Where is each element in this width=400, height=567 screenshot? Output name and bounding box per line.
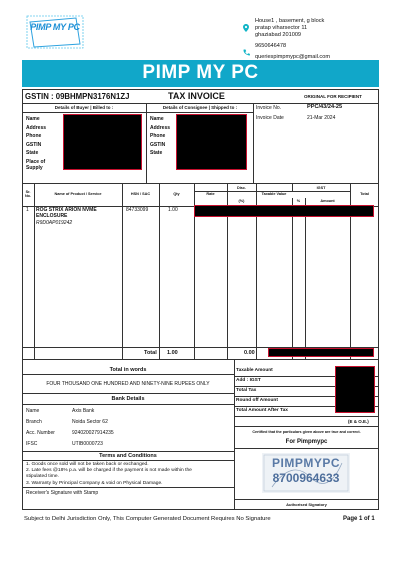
redacted-item-amounts — [194, 205, 374, 217]
col-sr-label-2: No. — [24, 194, 32, 198]
stamp-text-1: PIMPMYPC — [271, 456, 340, 470]
col-sr — [22, 190, 34, 198]
bank-ifsc-label: IFSC — [26, 441, 38, 447]
terms-body — [26, 462, 231, 487]
col-sr-label: Sr. — [25, 190, 31, 194]
copy-label: ORIGINAL FOR RECIPIENT — [304, 94, 362, 99]
invoice-date-value: 21-Mar 2024 — [307, 115, 336, 121]
col-igst-amount: Amount — [320, 199, 335, 203]
buyer-fields — [26, 116, 66, 173]
bank-account-label: Acc. Number — [26, 430, 55, 436]
phone-number: 9650646478 — [255, 43, 287, 49]
footer-note: Subject to Delhi Jurisdiction Only, This Computer Generated Document Requires No Signature — [24, 516, 271, 522]
for-label: For Pimpmypc — [285, 439, 328, 445]
company-logo — [26, 14, 84, 50]
consignee-address-label: Address — [150, 124, 171, 131]
item-name-line-1: ROG STRIX ARION NVME — [36, 207, 97, 213]
total-taxable: 0.00 — [244, 350, 255, 356]
logo-text: PIMP MY PC — [30, 22, 80, 32]
consignee-section-title: Details of Consignee | Shipped to : — [162, 105, 238, 110]
col-disc-pct: (%) — [238, 199, 245, 203]
total-label: Total — [144, 350, 157, 356]
bank-branch-value: Noida Sector 62 — [72, 419, 108, 425]
consignee-name-label: Name — [150, 116, 164, 122]
buyer-section-title: Details of Buyer | Billed to : — [54, 105, 114, 110]
address-line-2: pratap viharsector 11 — [255, 25, 308, 31]
words-amount: FOUR THOUSAND ONE HUNDRED AND NINETY-NINE RUPEES ONLY — [46, 381, 210, 387]
banner-title: PIMP MY PC — [142, 62, 259, 83]
bank-account-value: 924020027914235 — [72, 430, 114, 436]
invoice-date-label: Invoice Date — [256, 115, 284, 121]
col-rate: Rate — [206, 192, 215, 196]
brand-banner — [22, 60, 379, 87]
bank-name-value: Axis Bank — [72, 408, 95, 414]
item-name-line-2: ENCLOSURE — [36, 213, 68, 219]
certified-text: Certified that the particulars given above are true and correct. — [252, 430, 361, 434]
redacted-total-amounts — [268, 348, 374, 357]
address-line-1: House1 , basement, g block — [255, 18, 325, 24]
summary-round-off: Round off Amount — [236, 398, 278, 403]
invoice-no-label: Invoice No. — [256, 105, 282, 111]
consignee-state-label: State — [150, 150, 163, 156]
page-number: Page 1 of 1 — [343, 516, 375, 522]
redacted-buyer-details — [63, 114, 142, 170]
location-icon — [243, 19, 249, 37]
words-title: Total in words — [109, 367, 147, 373]
item-serial: R9D0AP019242 — [36, 220, 73, 226]
col-hsn: HSN / SAC — [130, 192, 151, 196]
buyer-supply-label: Supply — [26, 165, 43, 171]
col-product: Name of Product / Service — [54, 192, 102, 196]
company-stamp — [262, 453, 350, 493]
summary-after-tax: Total Amount After Tax — [236, 408, 288, 413]
redacted-consignee-details — [176, 114, 247, 170]
total-qty: 1.00 — [167, 350, 178, 356]
item-sr: 1 — [26, 207, 29, 213]
buyer-name-label: Name — [26, 116, 40, 122]
buyer-gstin-label: GSTIN — [26, 141, 42, 148]
col-igst-pct: % — [296, 199, 301, 203]
authorised-signatory: Authorised Signatory — [286, 502, 327, 507]
terms-line-1: 1. Goods once sold will not be taken back or exchanged. — [26, 462, 149, 467]
buyer-phone-label: Phone — [26, 133, 42, 139]
terms-line-2: 2. Late fees @18% p.a. will be charged if the payment is not made within the — [26, 468, 192, 474]
bank-branch-label: Branch — [26, 419, 42, 425]
invoice-no-value: PPC/43/24-25 — [307, 104, 343, 110]
summary-total-tax: Total Tax — [236, 388, 257, 393]
buyer-place-label: Place of — [26, 158, 46, 165]
address-line-3: ghaziabad 201009 — [255, 32, 302, 38]
redacted-summary-amounts — [335, 366, 375, 413]
terms-line-4: 3. Warranty by Principal Company & void on Physical Damage. — [26, 480, 163, 486]
eoe-label: (E & O.E.) — [348, 419, 369, 424]
bank-name-label: Name — [26, 408, 40, 414]
email-address: queriespimpmypc@gmail.com — [255, 54, 331, 60]
buyer-address-label: Address — [26, 124, 47, 131]
gstin: GSTIN : 09BHMPN3176N1ZJ — [25, 92, 130, 101]
bank-rows — [26, 408, 231, 452]
consignee-phone-label: Phone — [150, 133, 166, 139]
terms-line-3: stipulated time. — [26, 474, 59, 480]
terms-title: Terms and Conditions — [99, 453, 157, 459]
summary-taxable: Taxable Amount — [236, 368, 273, 373]
col-total: Total — [360, 192, 369, 196]
stamp-text-2: 8700964633 — [272, 471, 340, 485]
item-hsn: 84733099 — [126, 207, 149, 213]
bank-ifsc-value: UTIB0000723 — [72, 441, 103, 447]
col-qty: Qty — [173, 192, 180, 196]
bank-title: Bank Details — [111, 396, 145, 402]
invoice-title: TAX INVOICE — [168, 91, 225, 101]
col-disc: Disc. — [236, 186, 247, 190]
consignee-gstin-label: GSTIN — [150, 141, 166, 148]
buyer-state-label: State — [26, 150, 39, 156]
col-igst: IGST — [316, 186, 326, 190]
summary-igst: Add : IGST — [236, 378, 261, 383]
col-taxable: Taxable Value — [261, 192, 287, 196]
receiver-signature: Receiver's Signature with Stamp — [26, 490, 99, 496]
item-qty: 1.00 — [168, 207, 178, 213]
